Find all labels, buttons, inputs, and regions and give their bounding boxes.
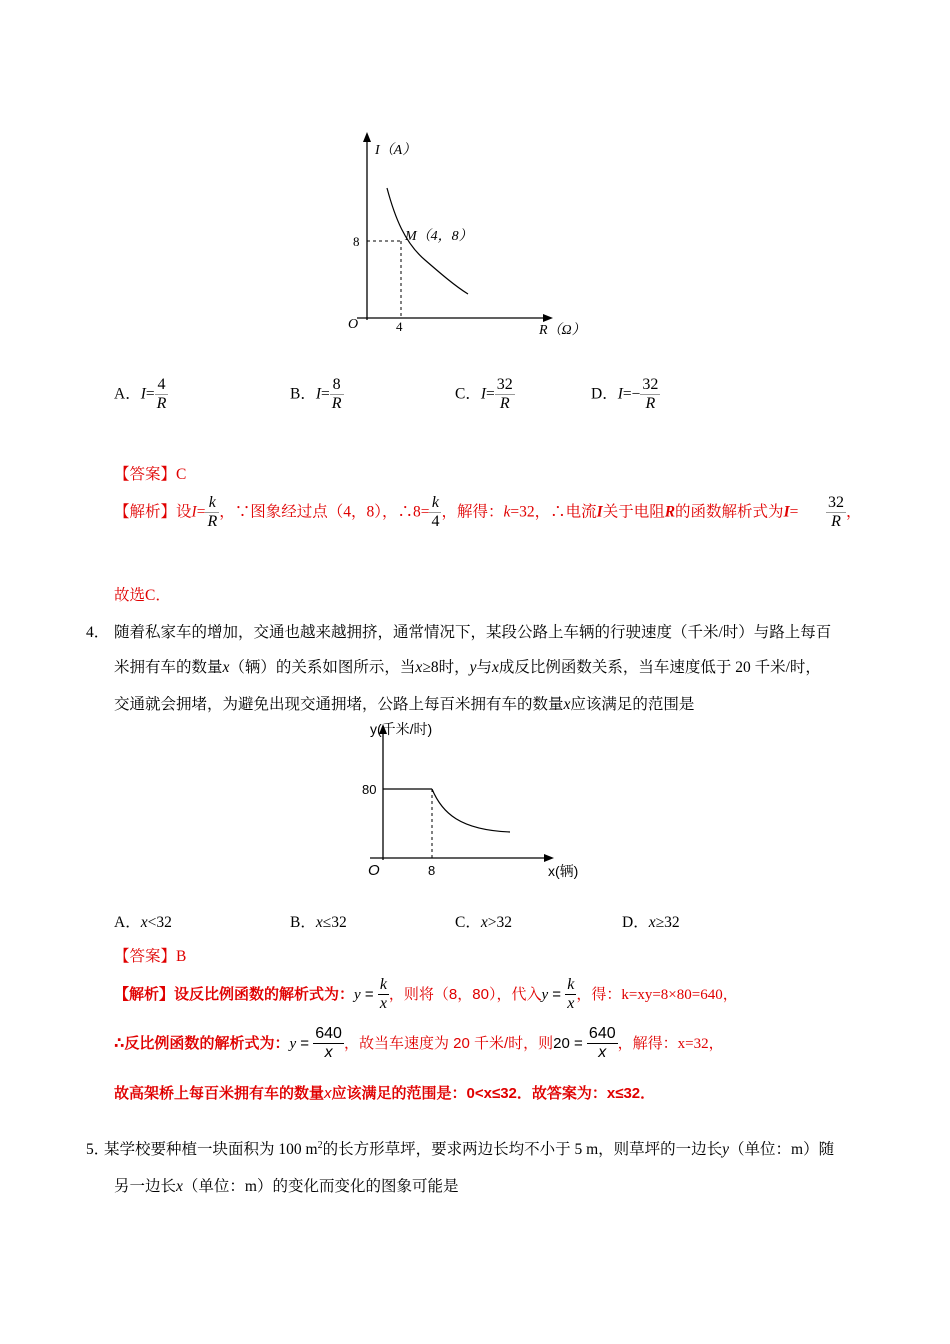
q4-option-c[interactable]: C．x>32 bbox=[455, 914, 512, 931]
q4-analysis-line1: 【解析】设反比例函数的解析式为：y = $\frac{k}{x}$ ，则将（8，80），代入y = $\frac{k}{x}$ ，得：k=xy=8×80=640， bbox=[114, 976, 738, 1013]
analysis-text: = bbox=[789, 503, 799, 521]
option-fraction: $\frac{8}{R}$ bbox=[331, 376, 342, 413]
option-lhs: I bbox=[140, 385, 146, 403]
analysis-tag: 【解析】 bbox=[114, 985, 175, 1003]
answer-tag: 【答案】 bbox=[114, 948, 177, 965]
q4-graph bbox=[350, 718, 590, 883]
q4-analysis-line2: ∴反比例函数的解析式为：y = $\frac{640}{x}$ ，故当车速度为 20 千米/时，则20 = $\frac{640}{x}$ ，解得：x=32， bbox=[114, 1025, 724, 1062]
analysis-var: R bbox=[664, 503, 676, 521]
q3-x-axis-arrow bbox=[543, 314, 553, 322]
q3-x-tick: 4 bbox=[396, 319, 403, 334]
q4-stem-line3: 交通就会拥堵，为避免出现交通拥堵，公路上每百米拥有车的数量x应该满足的范围是 bbox=[114, 696, 695, 713]
analysis-var: I bbox=[191, 503, 197, 521]
q3-point-label: M（4，8） bbox=[405, 229, 473, 244]
option-eq: =− bbox=[622, 385, 641, 403]
option-letter: D． bbox=[591, 385, 618, 403]
option-lhs: I bbox=[617, 385, 623, 403]
analysis-text: ， bbox=[846, 503, 862, 521]
option-lhs: I bbox=[315, 385, 322, 403]
q5-line1: 某学校要种植一块面积为 100 $m^2$的长方形草坪，要求两边长均不小于 5 m，则草坪的一边长y（单位：m）随 bbox=[104, 1139, 835, 1158]
q4-curve bbox=[432, 789, 510, 832]
q3-answer bbox=[114, 462, 186, 484]
analysis-text: 设 bbox=[176, 503, 192, 521]
analysis-text: =32，∴电流 bbox=[510, 503, 597, 521]
answer-value: B bbox=[176, 948, 187, 965]
analysis-var: I bbox=[783, 503, 790, 521]
option-fraction: $\frac{32}{R}$ bbox=[496, 376, 513, 413]
option-letter: C． bbox=[455, 385, 481, 403]
analysis-text: ，∵图象经过点（4，8），∴8= bbox=[219, 503, 430, 521]
analysis-fraction-k-4: $\frac{k}{4}$ bbox=[431, 494, 440, 531]
option-letter: A． bbox=[114, 385, 141, 403]
q3-analysis-final-fraction bbox=[826, 494, 862, 532]
q4-y-tick: 80 bbox=[362, 782, 377, 797]
analysis-tag: 【解析】 bbox=[114, 503, 177, 521]
q3-graph bbox=[335, 128, 605, 348]
q4-option-a[interactable]: A．x<32 bbox=[114, 914, 172, 931]
analysis-text: = bbox=[196, 503, 206, 521]
q4-origin: O bbox=[368, 862, 380, 879]
q4-stem-line2: 米拥有车的数量x（辆）的关系如图所示，当x≥8时，y与x成反比例函数关系，当车速度低于 20 千米/时， bbox=[114, 659, 821, 676]
option-eq: = bbox=[145, 385, 155, 403]
q3-y-label: I（A） bbox=[375, 143, 417, 158]
q4-option-b[interactable]: B．x≤32 bbox=[290, 914, 347, 931]
analysis-text: 关于电阻 bbox=[602, 503, 665, 521]
option-lhs: I bbox=[480, 385, 487, 403]
final-fraction-den: R bbox=[831, 513, 841, 531]
q3-option-b[interactable] bbox=[290, 376, 344, 414]
answer-tag: 【答案】 bbox=[114, 466, 177, 483]
q3-y-tick: 8 bbox=[353, 234, 360, 249]
q4-option-d[interactable]: D．x≥32 bbox=[622, 914, 680, 931]
option-letter: B． bbox=[290, 385, 316, 403]
q4-stem-line1: 随着私家车的增加，交通也越来越拥挤，通常情况下，某段公路上车辆的行驶速度（千米/时）与路上每百 bbox=[114, 624, 832, 641]
analysis-var: k bbox=[503, 503, 511, 521]
option-eq: = bbox=[486, 385, 495, 403]
q3-conclusion: 故选C． bbox=[114, 587, 171, 604]
q4-number: 4． bbox=[86, 624, 110, 641]
option-fraction: $\frac{32}{R}$ bbox=[642, 376, 659, 413]
q3-option-c[interactable] bbox=[455, 376, 515, 414]
q3-x-label: R（Ω） bbox=[539, 323, 586, 338]
q4-x-axis-arrow bbox=[544, 854, 554, 862]
q3-option-a[interactable] bbox=[114, 376, 168, 414]
answer-value: C bbox=[176, 466, 187, 483]
analysis-text: 的函数解析式为 bbox=[675, 503, 784, 521]
q4-y-label: y(千米/时) bbox=[370, 721, 433, 737]
q3-y-axis-arrow bbox=[363, 132, 371, 142]
q5-line2: 另一边长x（单位：m）的变化而变化的图象可能是 bbox=[114, 1178, 459, 1195]
q3-analysis bbox=[114, 494, 874, 532]
q4-x-tick: 8 bbox=[428, 863, 436, 878]
q4-analysis-line3: 故高架桥上每百米拥有车的数量x应该满足的范围是：0<x≤32．故答案为：x≤32． bbox=[114, 1085, 656, 1102]
q3-option-d[interactable] bbox=[591, 376, 660, 414]
q3-origin: O bbox=[348, 317, 359, 332]
analysis-var: I bbox=[596, 503, 603, 521]
analysis-text: ，解得： bbox=[441, 503, 504, 521]
q5-number: 5． bbox=[86, 1141, 110, 1158]
q4-answer bbox=[114, 944, 186, 966]
option-eq: = bbox=[321, 385, 330, 403]
option-fraction: $\frac{4}{R}$ bbox=[156, 376, 167, 413]
final-fraction-num: 32 bbox=[826, 494, 846, 513]
analysis-fraction-k-r: $\frac{k}{R}$ bbox=[207, 494, 218, 531]
q4-x-label: x(辆) bbox=[548, 863, 579, 879]
